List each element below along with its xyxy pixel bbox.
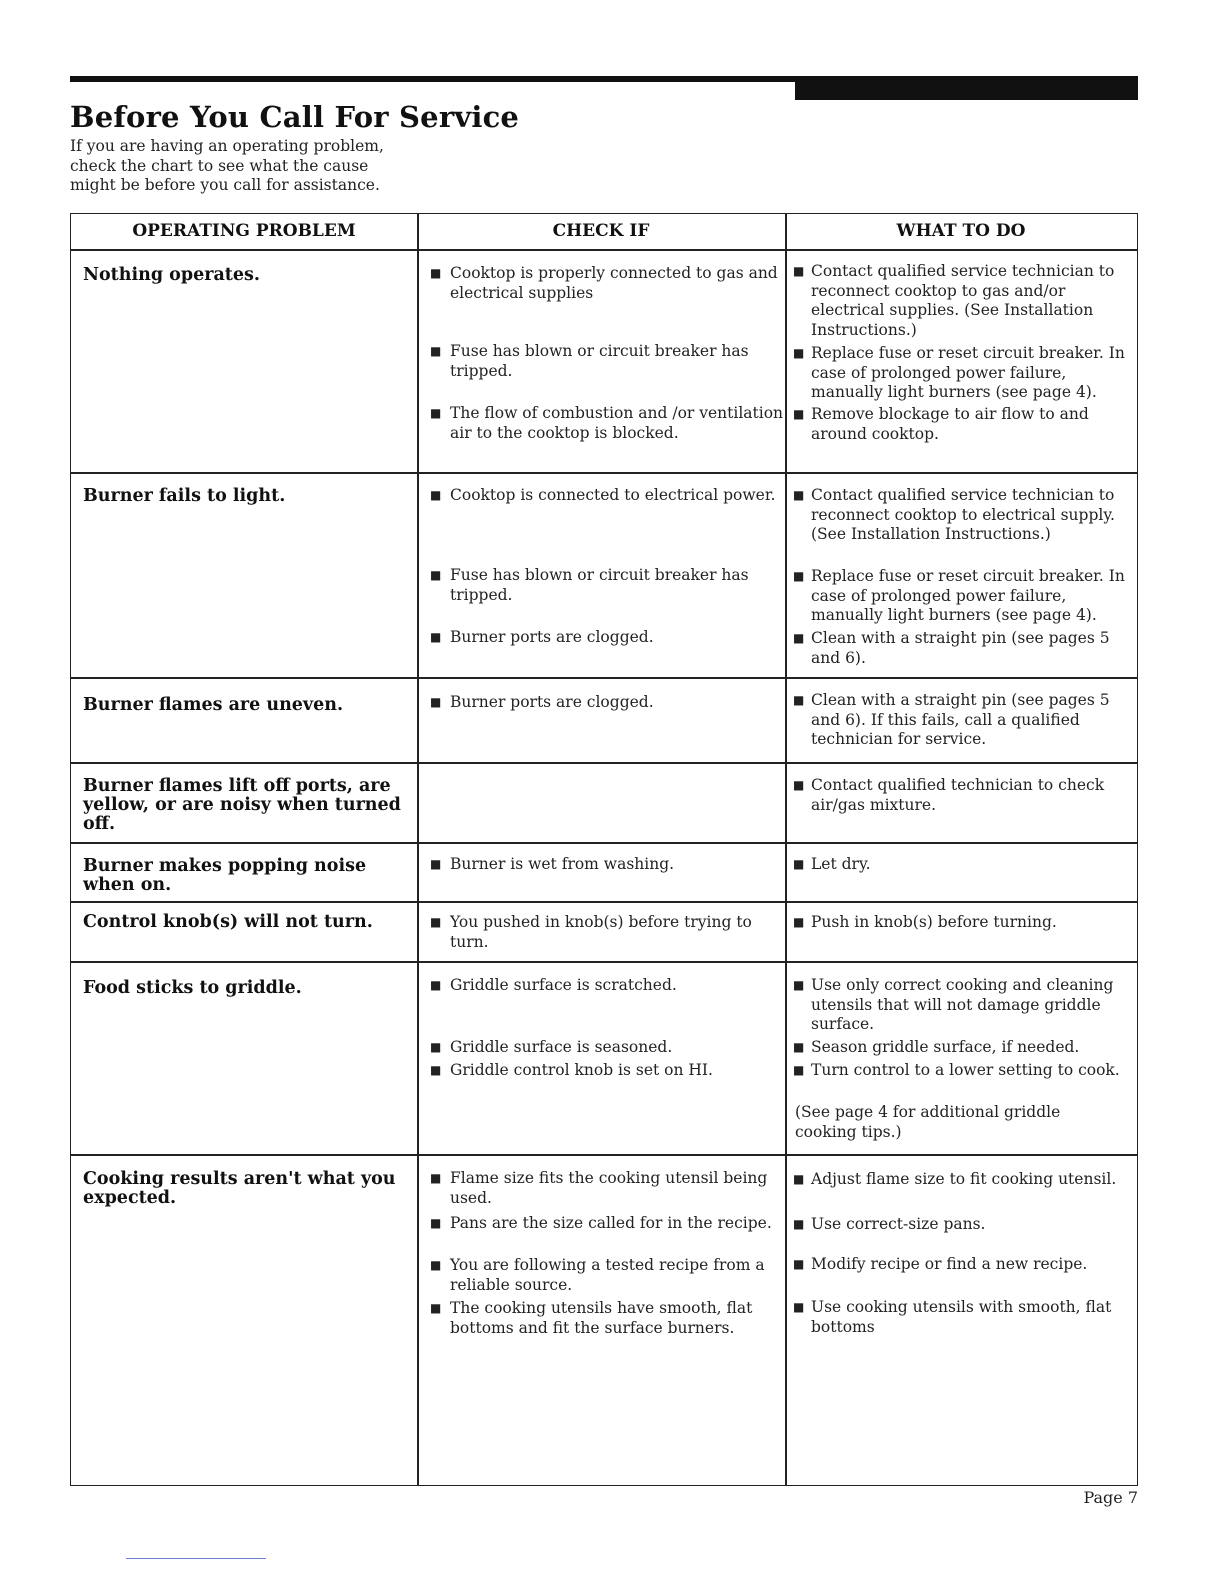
page-title: Before You Call For Service bbox=[70, 100, 520, 134]
griddle-tips-note: (See page 4 for additional griddle cooking tips.) bbox=[795, 1103, 1061, 1141]
row-divider bbox=[71, 901, 1137, 903]
todo-item: ■ Clean with a straight pin (see pages 5 and 6). bbox=[793, 629, 1110, 667]
problem-food-sticks-to-griddle: Food sticks to griddle. bbox=[83, 978, 302, 998]
todo-item: ■ Let dry. bbox=[793, 855, 871, 873]
problem-burner-flames-lift-off: Burner flames lift off ports, are yellow, or are noisy when turned off. bbox=[83, 776, 401, 834]
check-item: ■ Cooktop is connected to electrical power. bbox=[430, 486, 776, 504]
check-item: ■ Flame size fits the cooking utensil being used. bbox=[430, 1169, 768, 1207]
footer-line bbox=[126, 1558, 266, 1559]
check-item: ■ Cooktop is properly connected to gas and electrical supplies bbox=[430, 264, 778, 302]
todo-item: ■ Push in knob(s) before turning. bbox=[793, 913, 1057, 931]
check-item: ■ Griddle surface is seasoned. bbox=[430, 1038, 673, 1056]
todo-item: ■ Clean with a straight pin (see pages 5 and 6). If this fails, call a qualified technician for service. bbox=[793, 691, 1110, 748]
check-item: ■ Burner ports are clogged. bbox=[430, 628, 654, 646]
row-divider bbox=[71, 472, 1137, 474]
todo-item: ■ Use cooking utensils with smooth, flat bottoms bbox=[793, 1298, 1112, 1336]
check-item: ■ Griddle control knob is set on HI. bbox=[430, 1061, 713, 1079]
check-item: ■ You pushed in knob(s) before trying to turn. bbox=[430, 913, 752, 951]
problem-cooking-results: Cooking results aren't what you expected. bbox=[83, 1169, 396, 1208]
top-rule-tab bbox=[795, 76, 1138, 100]
problem-burner-popping-noise: Burner makes popping noise when on. bbox=[83, 856, 367, 895]
todo-item: ■ Modify recipe or find a new recipe. bbox=[793, 1255, 1088, 1273]
todo-item: ■ Contact qualified technician to check air/gas mixture. bbox=[793, 776, 1105, 814]
check-item: ■ The cooking utensils have smooth, flat bottoms and fit the surface burners. bbox=[430, 1299, 753, 1337]
header-divider bbox=[71, 249, 1137, 251]
todo-item: ■ Adjust flame size to fit cooking utensil. bbox=[793, 1170, 1117, 1188]
check-item: ■ Pans are the size called for in the recipe. bbox=[430, 1214, 772, 1232]
check-item: ■ Burner is wet from washing. bbox=[430, 855, 675, 873]
todo-item: ■ Use correct-size pans. bbox=[793, 1215, 986, 1233]
row-divider bbox=[71, 677, 1137, 679]
troubleshooting-chart bbox=[70, 213, 1138, 1486]
problem-burner-fails-to-light: Burner fails to light. bbox=[83, 486, 286, 506]
check-item: ■ The flow of combustion and /or ventilation air to the cooktop is blocked. bbox=[430, 404, 784, 442]
problem-burner-flames-uneven: Burner flames are uneven. bbox=[83, 695, 344, 715]
problem-nothing-operates: Nothing operates. bbox=[83, 265, 260, 285]
check-item: ■ Fuse has blown or circuit breaker has tripped. bbox=[430, 566, 749, 604]
check-item: ■ Fuse has blown or circuit breaker has tripped. bbox=[430, 342, 749, 380]
page-number: Page 7 bbox=[1083, 1488, 1138, 1507]
row-divider bbox=[71, 842, 1137, 844]
todo-item: ■ Use only correct cooking and cleaning utensils that will not damage griddle surface. bbox=[793, 976, 1114, 1033]
todo-item: ■ Season griddle surface, if needed. bbox=[793, 1038, 1080, 1056]
row-divider bbox=[71, 762, 1137, 764]
column-divider bbox=[417, 214, 419, 1485]
todo-item: ■ Turn control to a lower setting to cook. bbox=[793, 1061, 1120, 1079]
check-item: ■ Griddle surface is scratched. bbox=[430, 976, 677, 994]
row-divider bbox=[71, 1154, 1137, 1156]
row-divider bbox=[71, 961, 1137, 963]
check-item: ■ Burner ports are clogged. bbox=[430, 693, 654, 711]
intro-text: If you are having an operating problem, check the chart to see what the cause might be before you call for assistance. bbox=[70, 137, 384, 194]
todo-item: ■ Contact qualified service technician to reconnect cooktop to electrical supply. (See Installation Instructions.) bbox=[793, 486, 1115, 543]
todo-item: ■ Contact qualified service technician to reconnect cooktop to gas and/or electrical supplies. (See Installation Instructions.) bbox=[793, 262, 1115, 339]
header-check-if: CHECK IF bbox=[552, 221, 650, 241]
todo-item: ■ Remove blockage to air flow to and around cooktop. bbox=[793, 405, 1089, 443]
header-operating-problem: OPERATING PROBLEM bbox=[132, 221, 356, 241]
header-what-to-do: WHAT TO DO bbox=[896, 221, 1026, 241]
todo-item: ■ Replace fuse or reset circuit breaker. In case of prolonged power failure, manually light burners (see page 4). bbox=[793, 344, 1125, 401]
check-item: ■ You are following a tested recipe from a reliable source. bbox=[430, 1256, 765, 1294]
todo-item: ■ Replace fuse or reset circuit breaker. In case of prolonged power failure, manually light burners (see page 4). bbox=[793, 567, 1125, 624]
problem-control-knob-will-not-turn: Control knob(s) will not turn. bbox=[83, 912, 373, 932]
